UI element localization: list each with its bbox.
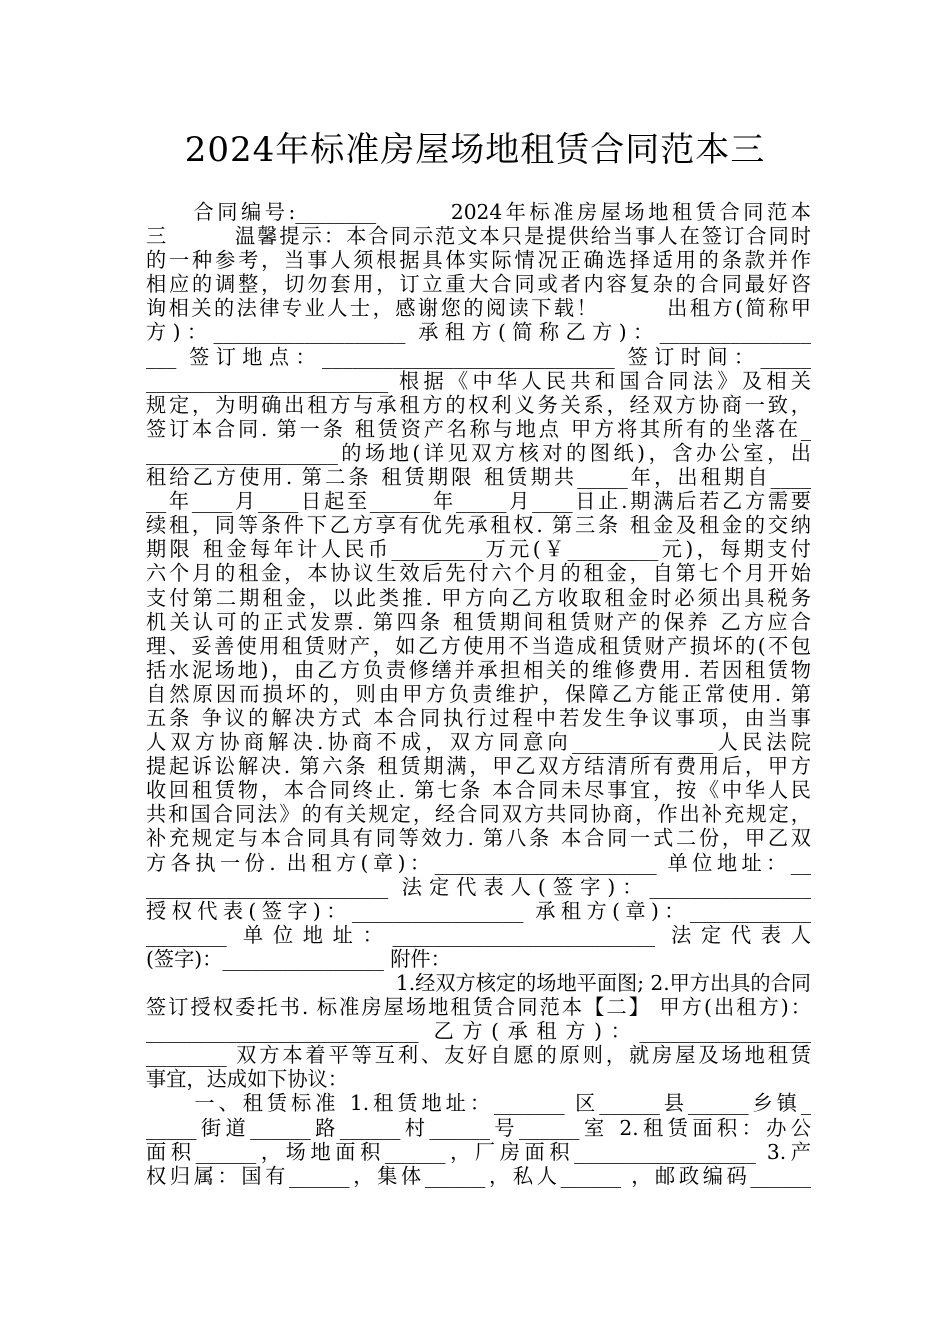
body-line: ________ 双方本着平等互利、友好自愿的原则，就房屋及场地租赁 bbox=[146, 1043, 811, 1068]
body-line: 三 温馨提示：本合同示范文本只是提供给当事人在签订合同时 bbox=[146, 224, 811, 249]
body-line: 授权代表(签字)：_________________ 承租方(章)：____________ bbox=[146, 898, 811, 923]
body-line: 一、租赁标准 1.租赁地址：_______ 区______县______乡镇_ bbox=[146, 1091, 811, 1116]
body-line: 机关认可的正式发票. 第四条 租赁期间租赁财产的保养 乙方应合 bbox=[146, 609, 811, 634]
body-line: 的一种参考，当事人须根据具体实际情况正确选择适用的条款并作 bbox=[146, 248, 811, 273]
body-line: 1.经双方核定的场地平面图; 2.甲方出具的合同 bbox=[395, 971, 811, 995]
body-line: 方各执一份. 出租方(章)：______________________ 单位地址：__ bbox=[146, 850, 811, 875]
body-line: 理、妥善使用租赁财产，如乙方使用不当造成租赁财产损坏的(不包 bbox=[146, 633, 811, 658]
body-line: 面积______，场地面积______，厂房面积__________________ 3.产 bbox=[146, 1139, 811, 1164]
body-line: 括水泥场地)，由乙方负责修缮并承担相关的维修费用. 若因租赁物 bbox=[146, 657, 811, 682]
body-line: 自然原因而损坏的，则由甲方负责维护，保障乙方能正常使用. 第 bbox=[146, 681, 811, 706]
body-line: ________ 单位地址：__________________________ 法定代表人 bbox=[146, 922, 811, 947]
body-line: 共和国合同法》的有关规定，经合同双方共同协商，作出补充规定， bbox=[146, 802, 811, 827]
body-line: 补充规定与本合同具有同等效力. 第八条 本合同一式二份，甲乙双 bbox=[146, 826, 811, 851]
body-line: 询相关的法律专业人士，感谢您的阅读下载！ 出租方(简称甲 bbox=[146, 296, 811, 321]
body-line: 相应的调整，切勿套用，订立重大合同或者内容复杂的合同最好咨 bbox=[146, 272, 811, 297]
body-line: 提起诉讼解决. 第六条 租赁期满，甲乙双方结清所有费用后，甲方 bbox=[146, 754, 811, 779]
body-line: 人双方协商解决.协商不成，双方同意向______________人民法院 bbox=[146, 730, 811, 755]
body-line: 支付第二期租金，以此类推. 甲方向乙方收取租金时必须出具税务 bbox=[146, 585, 811, 610]
body-line: 方)：___________________ 承租方(简称乙方)：_______________ bbox=[146, 320, 811, 345]
body-line: 规定，为明确出租方与承租方的权利义务关系，经双方协商一致， bbox=[146, 392, 811, 417]
body-line: ___________________的场地(详见双方核对的图纸)，含办公室，出 bbox=[146, 440, 811, 465]
body-line: 租给乙方使用. 第二条 租赁期限 租赁期共_____年，出租期自____ bbox=[146, 465, 811, 490]
body-line: 续租，同等条件下乙方享有优先承租权. 第三条 租金及租金的交纳 bbox=[146, 513, 811, 538]
document-title: 2024年标准房屋场地租赁合同范本三 bbox=[184, 130, 766, 170]
body-line: ___________________________ 乙方(承租方)：_________________ bbox=[146, 1019, 811, 1044]
body-line: 收回租赁物，本合同终止. 第七条 本合同未尽事宜，按《中华人民 bbox=[146, 778, 811, 803]
body-line: 期限 租金每年计人民币_________万元(￥_________元)，每期支付 bbox=[146, 537, 811, 562]
body-line: 合同编号:________ 2024年标准房屋场地租赁合同范本 bbox=[146, 200, 811, 224]
body-line: 签订本合同. 第一条 租赁资产名称与地点 甲方将其所有的坐落在_ bbox=[146, 416, 811, 441]
body-line: 六个月的租金，本协议生效后先付六个月的租金，自第七个月开始 bbox=[146, 561, 811, 586]
body-line: 五条 争议的解决方式 本合同执行过程中若发生争议事项，由当事 bbox=[146, 705, 811, 730]
body-line: ___ 签订地点：_____________________________ 签订时间：_____ bbox=[146, 344, 811, 369]
body-line: 事宜，达成如下协议： bbox=[146, 1067, 348, 1092]
document-body bbox=[146, 200, 811, 1188]
body-line: ________________________ 法定代表人(签字)：________________ bbox=[146, 874, 811, 899]
body-line: ________________________ 根据《中华人民共和国合同法》及相关 bbox=[146, 368, 811, 393]
body-line: _____街道______路______村______号______室 2.租赁面积：办公 bbox=[146, 1115, 811, 1140]
body-line: (签字)：________________ 附件： bbox=[146, 946, 451, 971]
body-line: __年____月____日起至______年_____月____日止.期满后若乙方需要 bbox=[146, 489, 811, 514]
body-line: 签订授权委托书. 标准房屋场地租赁合同范本【二】 甲方(出租方)： bbox=[146, 995, 811, 1020]
body-line: 权归属：国有______，集体______，私人______ ，邮政编码______ bbox=[146, 1163, 811, 1188]
